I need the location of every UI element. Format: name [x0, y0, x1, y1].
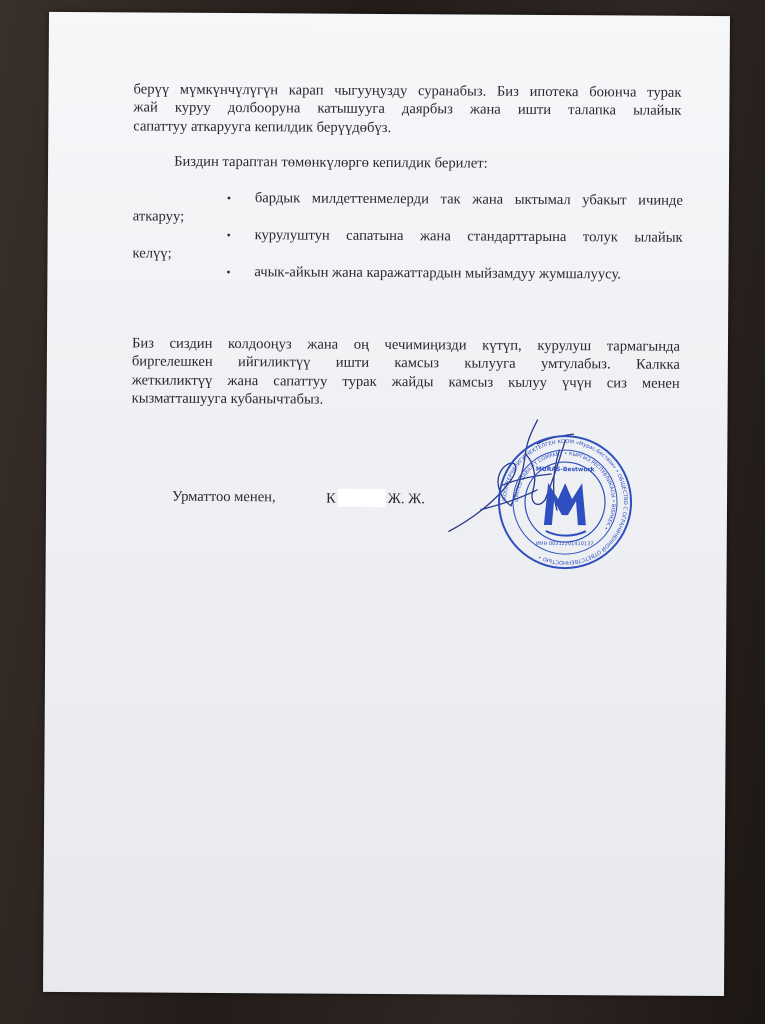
bullet-text-continued: аткаруу; [132, 208, 185, 225]
bullet-text: бардык милдеттенмелерди так жана ыктымал убакыт ичинде [254, 190, 683, 209]
redaction-box [338, 489, 386, 507]
bullet-marker: • [226, 191, 232, 206]
company-stamp [496, 433, 635, 572]
paragraph-line: берүү мүмкүнчүлүгүн карап чыгууңузду суранабыз. Биз ипотека боюнча турак [133, 81, 682, 101]
stamp-outer-text: ЖООПКЕРЧИЛИГИ ЧЕКТЕЛГЕН КООМ «Мурас-Бествок» • ОБЩЕСТВО С ОГРАНИЧЕННОЙ ОТВЕТСТВЕННОСТЬЮ • [501, 439, 629, 566]
company-logo-icon [544, 483, 586, 536]
paragraph-line: кызматташууга кубанычтабыз. [131, 390, 324, 408]
stamp-company-name: MURAS-Bestwork [535, 465, 595, 474]
paragraph-closing-statement [132, 334, 680, 411]
document-page [43, 12, 730, 996]
paragraph-line: жеткиликтүү жана сапаттуу турак жайды камсыз кылуу үчүн сиз менен [131, 372, 680, 392]
paragraph-line: биргелешкен ийгиликтүү ишти камсыз кылууга умтулабыз. Калкка [131, 353, 680, 374]
bullet-text: ачык-айкын жана каражаттардын мыйзамдуу жумшалуусу. [254, 264, 622, 283]
paragraph-line: сапаттуу аткарууга кепилдик берүүдөбүз. [133, 118, 392, 136]
stamp-inner-text: LIMITED LIABILITY COMPANY • КЫРГЫЗ РЕСПУБЛИКАСЫ • BISHKEK • [514, 451, 617, 531]
paragraph-line: Биз сиздин колдооңуз жана оң чечимиңизди күтүп, курулуш тармагында [131, 335, 681, 355]
signatory-name [326, 489, 425, 509]
bullet-item [132, 262, 682, 283]
bullet-item [132, 225, 683, 262]
signatory-initials: Ж. Ж. [387, 490, 425, 508]
bullet-text-continued: келүү; [132, 245, 172, 262]
stamp-inn: ИНН 00312201410137 [536, 540, 594, 548]
bullet-item [132, 188, 683, 225]
paragraph-line: жай куруу долбооруна катышууга даярбыз жана ишти талапка ылайык [133, 99, 682, 120]
guarantees-intro: Биздин тараптан төмөнкүлөргө кепилдик берилет: [174, 153, 488, 172]
bullet-marker: • [226, 265, 231, 280]
closing-phrase: Урматтоо менен, [171, 488, 276, 506]
bullet-text: курулуштун сапатына жана стандарттарына толук ылайык [254, 227, 683, 246]
paragraph-request [133, 80, 681, 139]
signatory-initial: К [325, 490, 336, 507]
bullet-marker: • [226, 228, 231, 243]
